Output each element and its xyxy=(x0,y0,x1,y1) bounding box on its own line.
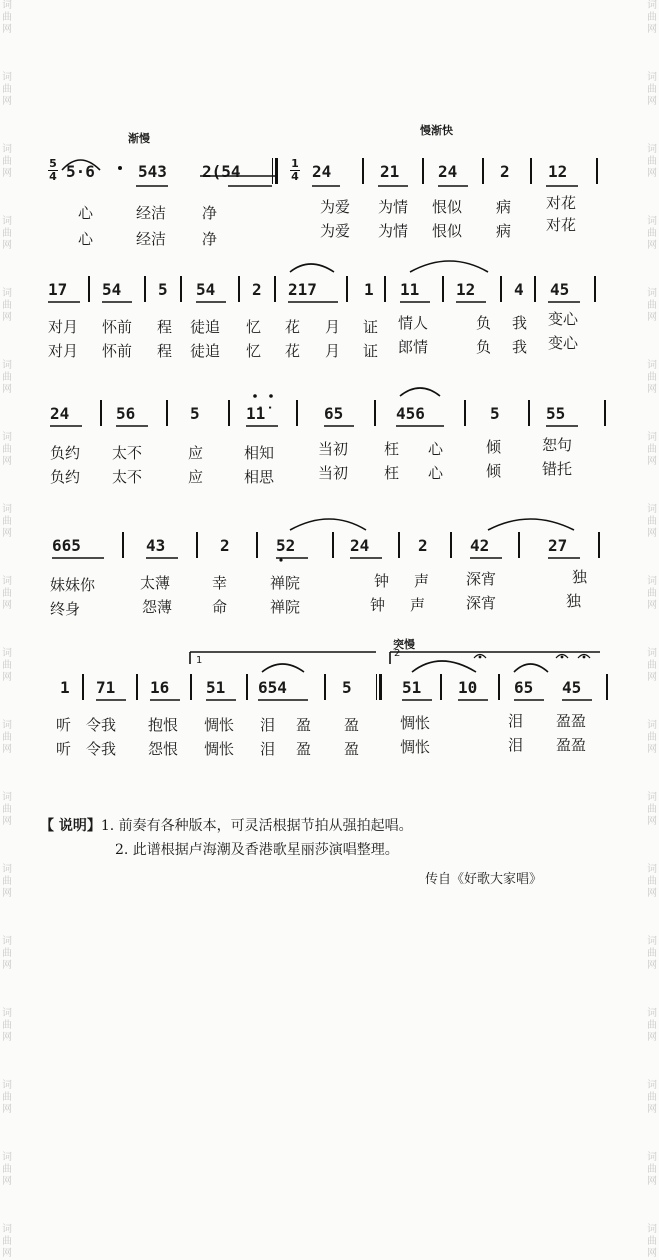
score-line-4 xyxy=(40,534,610,558)
lyric: 泪 xyxy=(260,716,276,734)
barline xyxy=(228,400,230,426)
lyric: 盈 xyxy=(296,740,312,758)
lyric: 泪 xyxy=(508,712,524,730)
measure: 42 xyxy=(470,536,490,555)
barline xyxy=(88,276,90,302)
lyric: 妹妹你 xyxy=(50,576,96,594)
measure: 2 xyxy=(418,536,428,555)
lyric: 禅院 xyxy=(270,598,301,616)
measure: 4 xyxy=(514,280,524,299)
barline xyxy=(100,400,102,426)
measure: 2 xyxy=(500,162,510,181)
fermata-dot xyxy=(583,656,586,659)
lyric: 经洁 xyxy=(136,204,167,222)
measure: 71 xyxy=(96,678,116,697)
measure: 11 xyxy=(400,280,420,299)
barline xyxy=(604,400,606,426)
lyric: 恨似 xyxy=(432,198,463,216)
barline xyxy=(450,532,452,558)
lyric: 独 xyxy=(572,568,588,586)
lyric: 应 xyxy=(188,444,204,462)
measure: 1 xyxy=(60,678,70,697)
lyric: 盈盈 xyxy=(556,712,587,730)
measure: 2 xyxy=(252,280,262,299)
measure: 65 xyxy=(514,678,534,697)
measure: 16 xyxy=(150,678,170,697)
measure: 456 xyxy=(396,404,425,423)
dot-high xyxy=(269,394,273,398)
lyric: 钟 xyxy=(374,572,390,590)
measure: 24 xyxy=(50,404,70,423)
lyric: 太不 xyxy=(112,468,143,486)
measure: 43 xyxy=(146,536,166,555)
lyric: 令我 xyxy=(86,740,117,758)
volta-2-label: 2 xyxy=(394,648,401,659)
lyric: 怨薄 xyxy=(142,598,173,616)
lyric: 恕句 xyxy=(542,436,573,454)
lyric: 倾 xyxy=(486,462,502,480)
score-line-1 xyxy=(40,157,610,184)
barline xyxy=(398,532,400,558)
measure: 56 xyxy=(116,404,136,423)
tempo-slow: 突慢 xyxy=(393,638,415,651)
measure: 51 xyxy=(402,678,422,697)
lyric: 对月 xyxy=(48,318,79,336)
dot-low xyxy=(279,558,282,561)
watermark-left: 词曲网 词曲网 词曲网 词曲网 词曲网 词曲网 词曲网 词曲网 词曲网 词曲网 词曲网 词曲网 词曲网 词曲网 词曲网 词曲网 词曲网 词曲网 xyxy=(2,0,12,1259)
barline xyxy=(482,158,484,184)
lyric: 独 xyxy=(566,592,582,610)
lyric: 心 xyxy=(428,440,444,458)
lyric: 惆怅 xyxy=(400,738,431,756)
dot-high xyxy=(253,394,257,398)
lyric: 负 xyxy=(476,338,492,356)
barline xyxy=(374,400,376,426)
source-credit: 传自《好歌大家唱》 xyxy=(425,872,543,887)
lyric: 相思 xyxy=(244,468,275,486)
lyric: 病 xyxy=(496,198,512,216)
lyric: 相知 xyxy=(244,444,275,462)
barline xyxy=(606,674,608,700)
lyric: 花 xyxy=(285,342,301,360)
measure: 55 xyxy=(546,404,566,423)
measure: 10 xyxy=(458,678,478,697)
measure: 21 xyxy=(380,162,400,181)
lyric: 盈盈 xyxy=(556,736,587,754)
fermata xyxy=(578,655,590,659)
lyric: 怀前 xyxy=(102,342,133,360)
barline xyxy=(180,276,182,302)
lyric: 枉 xyxy=(384,440,400,458)
lyric: 盈 xyxy=(344,740,360,758)
lyric: 应 xyxy=(188,468,204,486)
lyric: 泪 xyxy=(508,736,524,754)
measure: 2 xyxy=(220,536,230,555)
notes-item-1: 1. 前奏有各种版本，可灵活根据节拍从强拍起唱。 xyxy=(100,818,413,834)
barline xyxy=(518,532,520,558)
measure: 54 xyxy=(196,280,216,299)
lyric: 心 xyxy=(78,204,94,222)
barline xyxy=(136,674,138,700)
lyric: 对花 xyxy=(546,216,577,234)
barline xyxy=(528,400,530,426)
lyric: 当初 xyxy=(318,440,349,458)
measure: 2(54 xyxy=(202,162,241,181)
lyric: 深宵 xyxy=(466,570,497,588)
lyric: 徒追 xyxy=(190,342,221,360)
lyric: 程 xyxy=(157,342,173,360)
measure: 1 xyxy=(364,280,374,299)
barline xyxy=(324,674,326,700)
lyric: 枉 xyxy=(384,464,400,482)
lyric: 命 xyxy=(212,598,228,616)
measure: 27 xyxy=(548,536,568,555)
fermata-dot xyxy=(479,656,482,659)
lyric: 听 xyxy=(56,740,72,758)
measure: 45 xyxy=(562,678,582,697)
lyric: 为情 xyxy=(378,198,409,216)
lyric: 泪 xyxy=(260,740,276,758)
barline xyxy=(346,276,348,302)
lyric: 我 xyxy=(512,314,528,332)
barline xyxy=(594,276,596,302)
tempo-accel: 慢渐快 xyxy=(420,124,453,137)
barline xyxy=(274,276,276,302)
score-line-3 xyxy=(40,402,610,426)
slur xyxy=(290,264,334,272)
slur xyxy=(514,664,548,672)
lyric: 忆 xyxy=(246,318,262,336)
lyric: 心 xyxy=(78,230,94,248)
barline xyxy=(440,674,442,700)
lyric: 恨似 xyxy=(432,222,463,240)
measure: 5 xyxy=(158,280,168,299)
fermata xyxy=(474,655,486,659)
lyric: 倾 xyxy=(486,438,502,456)
barline xyxy=(442,276,444,302)
barline xyxy=(296,400,298,426)
lyric: 声 xyxy=(410,596,426,614)
lyric: 花 xyxy=(285,318,301,336)
lyric: 惆怅 xyxy=(204,716,235,734)
measure: 12 xyxy=(456,280,476,299)
lyric: 钟 xyxy=(370,596,386,614)
measure: 65 xyxy=(324,404,344,423)
barline xyxy=(500,276,502,302)
lyric: 为情 xyxy=(378,222,409,240)
lyric: 惆怅 xyxy=(204,740,235,758)
lyric: 抱恨 xyxy=(148,716,179,734)
measure: 12 xyxy=(548,162,568,181)
lyric: 深宵 xyxy=(466,594,497,612)
lyric: 惆怅 xyxy=(400,714,431,732)
double-barline xyxy=(376,674,382,700)
volta-2-bracket xyxy=(390,652,600,664)
barline xyxy=(534,276,536,302)
lyric: 声 xyxy=(414,572,430,590)
lyric: 负约 xyxy=(50,468,81,486)
volta-1-label: 1 xyxy=(196,655,203,666)
lyric: 负约 xyxy=(50,444,81,462)
double-barline xyxy=(272,158,278,184)
lyric: 月 xyxy=(325,318,341,336)
measure: 54 xyxy=(102,280,122,299)
slur xyxy=(410,261,488,272)
barline xyxy=(530,158,532,184)
measure: 24 xyxy=(312,162,332,181)
measure: 5 xyxy=(190,404,200,423)
barline xyxy=(596,158,598,184)
measure: 24 xyxy=(350,536,370,555)
lyric: 太薄 xyxy=(140,574,171,592)
lyric: 对花 xyxy=(546,194,577,212)
lyric: 证 xyxy=(363,342,379,360)
time-signature-1-4: 1 4 xyxy=(291,157,299,183)
lyric: 心 xyxy=(428,464,444,482)
score-line-2 xyxy=(40,278,610,302)
lyric: 净 xyxy=(202,204,218,222)
measure: 1̇1̇ xyxy=(246,404,266,423)
lyric: 负 xyxy=(476,314,492,332)
lyric: 月 xyxy=(325,342,341,360)
measure: 5 xyxy=(342,678,352,697)
measure: 217 xyxy=(288,280,317,299)
watermark-right: 词曲网 词曲网 词曲网 词曲网 词曲网 词曲网 词曲网 词曲网 词曲网 词曲网 词曲网 词曲网 词曲网 词曲网 词曲网 词曲网 词曲网 词曲网 xyxy=(647,0,657,1259)
measure: 17 xyxy=(48,280,68,299)
tempo-rit: 渐慢 xyxy=(128,132,150,145)
volta-1-bracket xyxy=(190,652,376,664)
lyric: 太不 xyxy=(112,444,143,462)
lyric: 为爱 xyxy=(320,198,351,216)
lyric: 禅院 xyxy=(270,574,301,592)
lyric: 终身 xyxy=(50,600,81,618)
barline xyxy=(196,532,198,558)
measure: 5 xyxy=(490,404,500,423)
lyric: 我 xyxy=(512,338,528,356)
slur xyxy=(290,519,366,530)
slur xyxy=(412,661,476,672)
slur xyxy=(262,664,304,672)
lyric: 怀前 xyxy=(102,318,133,336)
lyric: 令我 xyxy=(86,716,117,734)
score-line-5 xyxy=(40,676,610,700)
lyric: 盈 xyxy=(344,716,360,734)
barline xyxy=(238,276,240,302)
barline xyxy=(332,532,334,558)
lyric: 对月 xyxy=(48,342,79,360)
lyric: 听 xyxy=(56,716,72,734)
lyric: 程 xyxy=(157,318,173,336)
measure: 665 xyxy=(52,536,81,555)
lyric: 病 xyxy=(496,222,512,240)
barline xyxy=(362,158,364,184)
measure: 24 xyxy=(438,162,458,181)
notes-item-2: 2. 此谱根据卢海潮及香港歌星丽莎演唱整理。 xyxy=(115,842,399,858)
lyric: 净 xyxy=(202,230,218,248)
barline xyxy=(256,532,258,558)
lyric: 当初 xyxy=(318,464,349,482)
barline xyxy=(144,276,146,302)
lyric: 幸 xyxy=(212,574,228,592)
barline xyxy=(384,276,386,302)
barline xyxy=(598,532,600,558)
lyric: 怨恨 xyxy=(148,740,179,758)
explanation-notes xyxy=(40,814,413,862)
lyric: 郎情 xyxy=(398,338,429,356)
measure: 5·6 xyxy=(66,162,95,181)
notes-label: 【 说明】 xyxy=(40,818,101,834)
lyric: 证 xyxy=(363,318,379,336)
lyric: 忆 xyxy=(246,342,262,360)
barline xyxy=(498,674,500,700)
measure: 51 xyxy=(206,678,226,697)
lyric: 为爱 xyxy=(320,222,351,240)
measure: 543 xyxy=(138,162,167,181)
barline xyxy=(422,158,424,184)
lyric: 经洁 xyxy=(136,230,167,248)
fermata-dot xyxy=(561,656,564,659)
slur xyxy=(488,519,574,530)
lyric: 情人 xyxy=(398,314,429,332)
barline xyxy=(246,674,248,700)
lyric: 错托 xyxy=(542,460,573,478)
time-signature-5-4: 5 4 xyxy=(49,157,57,183)
lyric: 变心 xyxy=(548,310,579,328)
barline xyxy=(122,532,124,558)
slur xyxy=(400,388,440,396)
barline xyxy=(82,674,84,700)
measure: 45 xyxy=(550,280,570,299)
barline xyxy=(166,400,168,426)
lyric: 盈 xyxy=(296,716,312,734)
lyric: 徒追 xyxy=(190,318,221,336)
fermata xyxy=(556,655,568,659)
measure: 654 xyxy=(258,678,287,697)
barline xyxy=(190,674,192,700)
lyric: 变心 xyxy=(548,334,579,352)
measure: 52 xyxy=(276,536,296,555)
barline xyxy=(464,400,466,426)
